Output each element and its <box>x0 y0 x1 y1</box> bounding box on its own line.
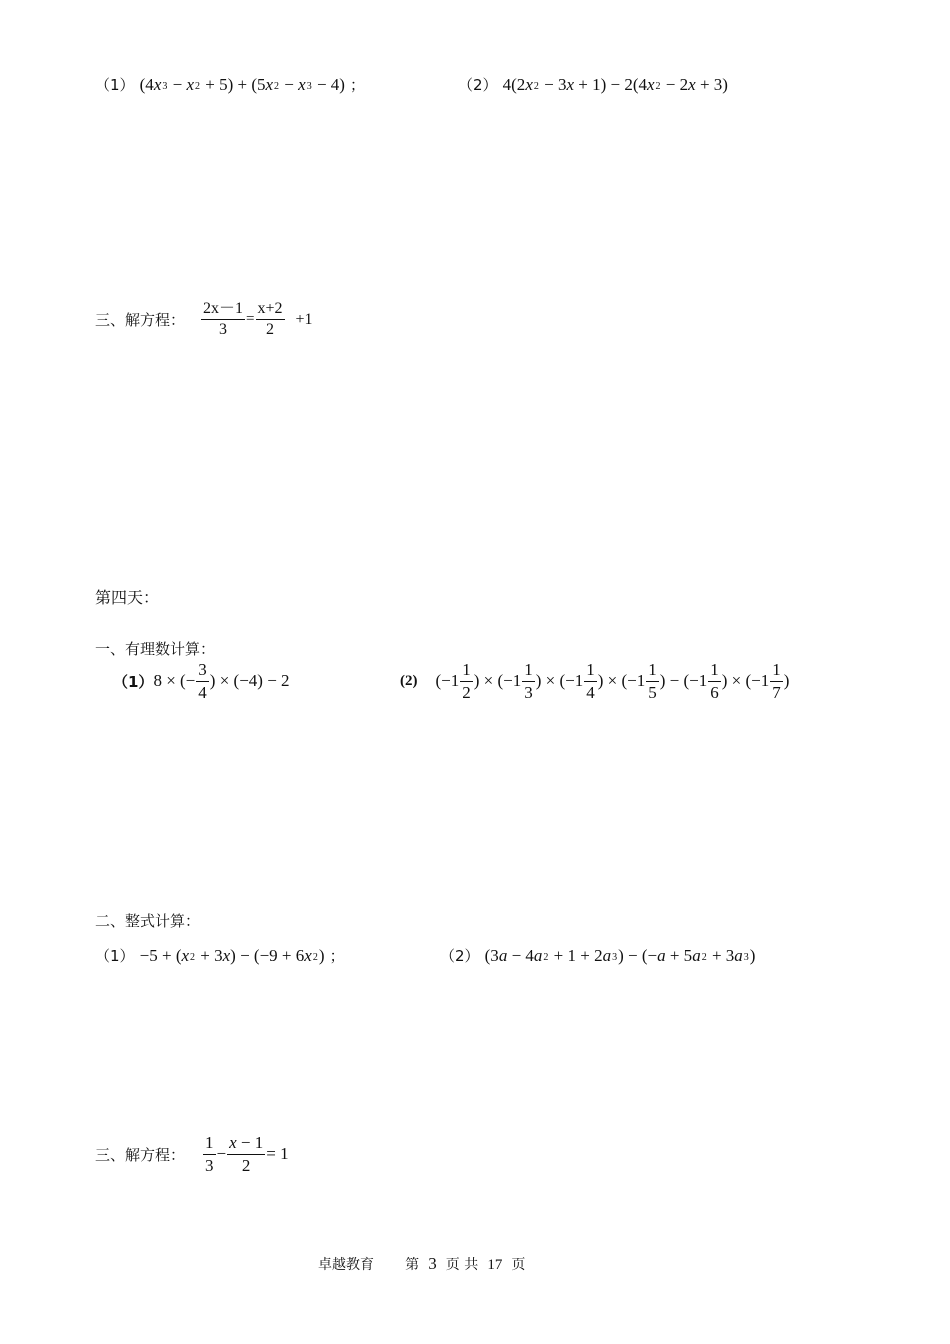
page-number: 3 <box>428 1254 437 1273</box>
equals-sign: = <box>246 311 255 328</box>
section-heading: 一、有理数计算： <box>95 640 216 658</box>
section-heading: 二、整式计算： <box>95 912 201 930</box>
problem-label: （1） <box>95 76 135 94</box>
problem-label: （1） <box>113 672 154 691</box>
problem-4-2-1 <box>95 945 345 966</box>
math-expression: (4x3 − x2 + 5) + (5x2 − x3 − 4) <box>139 75 345 94</box>
footer-page-suffix: 页 <box>511 1257 526 1273</box>
footer-org: 卓越教育 <box>318 1257 374 1273</box>
numerator: x+2 <box>256 300 285 320</box>
footer-page-mid: 页 共 <box>445 1257 479 1273</box>
semicolon: ； <box>350 76 366 94</box>
fraction: $\frac{x - 1}{2}$ <box>229 1133 264 1175</box>
semicolon: ； <box>329 947 345 965</box>
footer-page-prefix: 第 <box>405 1257 420 1273</box>
fraction: $\frac{1}{3}$ <box>205 1133 214 1175</box>
total-pages: 17 <box>487 1257 503 1273</box>
problem-label: （2） <box>440 947 480 965</box>
math-expression: 8 × (− <box>153 671 196 691</box>
math-expression: −5 + (x2 + 3x) − (−9 + 6x2) <box>139 946 325 965</box>
math-expression: ) × (−4) − 2 <box>209 671 290 691</box>
math-expression: (3a − 4a2 + 1 + 2a3) − (−a + 5a2 + 3a3) <box>484 946 756 965</box>
plus-one: +1 <box>295 310 313 328</box>
denominator: 2 <box>266 321 275 339</box>
fraction <box>256 300 285 340</box>
denominator: 3 <box>219 321 228 339</box>
problem-3-2-1 <box>95 74 365 95</box>
fraction: $\frac{3}{4}$ <box>198 660 207 702</box>
math-expression: 4(2x2 − 3x + 1) − 2(4x2 − 2x + 3) <box>502 75 728 94</box>
equation-day4: 三、解方程： $\frac{1}{3}$ − $\frac{x - 1}{2}$ = 1 <box>95 1133 289 1175</box>
problem-4-2-2 <box>440 945 755 966</box>
numerator: 2x－1 <box>201 300 245 320</box>
problem-4-1-1 <box>113 660 290 702</box>
problem-3-2-2 <box>458 74 728 95</box>
problem-label: (2) <box>400 672 418 689</box>
equation-day3 <box>95 300 313 340</box>
problem-label: （1） <box>95 947 135 965</box>
section-heading: 三、解方程： <box>95 311 186 330</box>
section-heading: 三、解方程： <box>95 1145 186 1164</box>
day-title: 第四天： <box>95 588 160 607</box>
problem-4-1-2: (2) (−1 $\frac{1}{2}$ ) × (−1 $\frac{1}{3}$ ) × (−1 $\frac{1}{4}$ ) × (−1 $\frac{1}{5}$ ) − (−1 $\frac{1}{6}$ ) × (−1 $\frac{1}{7}$ ) <box>400 660 790 702</box>
page-footer <box>318 1254 525 1274</box>
fraction <box>201 300 245 340</box>
problem-label: （2） <box>458 76 498 94</box>
